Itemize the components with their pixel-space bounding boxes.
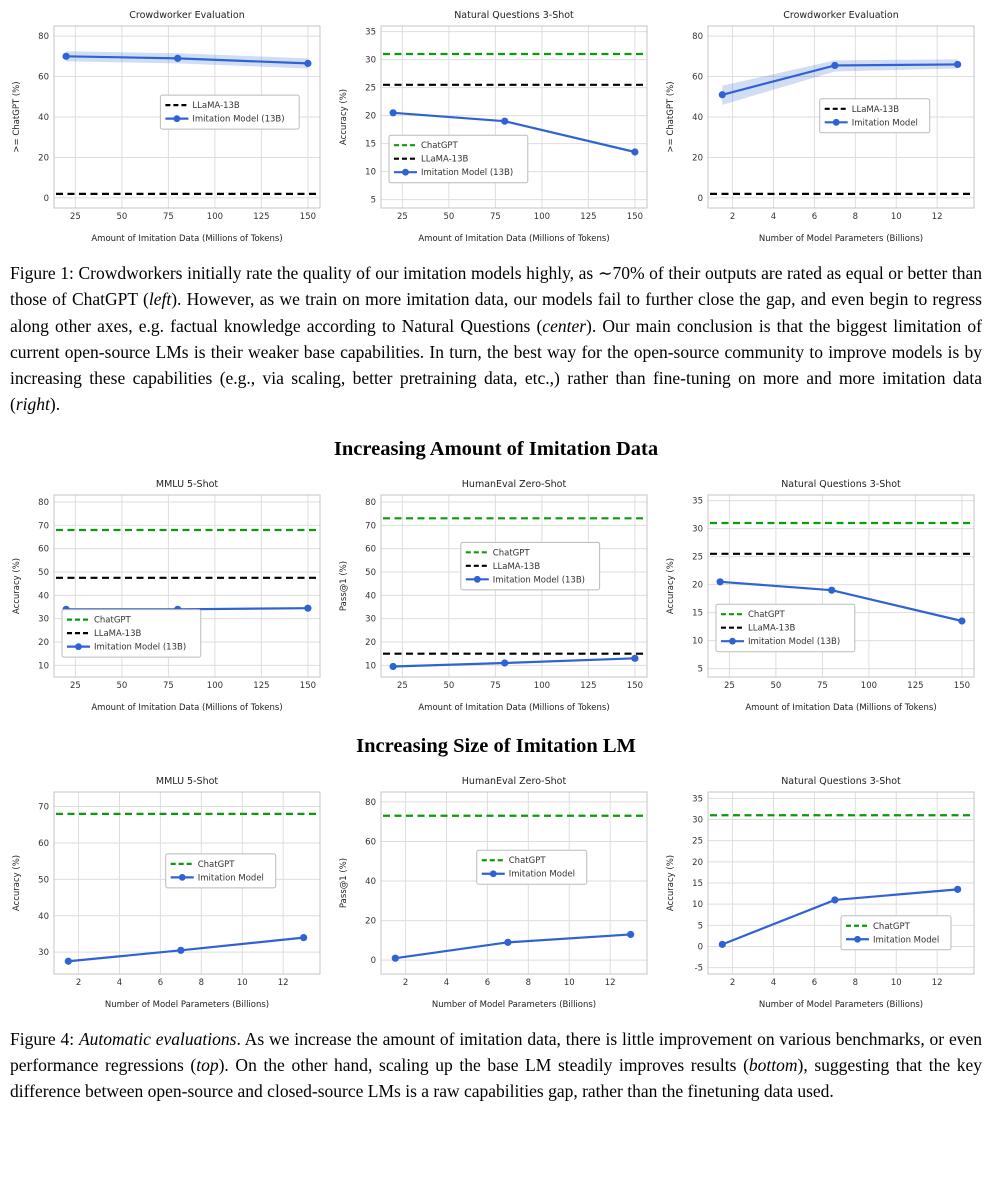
svg-text:10: 10 <box>38 660 49 671</box>
svg-text:100: 100 <box>206 680 224 691</box>
svg-text:80: 80 <box>365 797 376 808</box>
svg-text:30: 30 <box>365 55 376 66</box>
svg-text:35: 35 <box>365 27 376 38</box>
svg-text:50: 50 <box>116 680 128 691</box>
svg-text:12: 12 <box>604 977 616 988</box>
svg-text:50: 50 <box>38 567 49 578</box>
svg-text:Pass@1 (%): Pass@1 (%) <box>339 857 349 908</box>
svg-text:20: 20 <box>692 153 703 164</box>
svg-text:LLaMA-13B: LLaMA-13B <box>420 154 469 165</box>
svg-text:150: 150 <box>953 680 971 691</box>
svg-text:Amount of Imitation Data (Mill: Amount of Imitation Data (Millions of Tokens) <box>91 702 283 713</box>
svg-text:50: 50 <box>38 874 49 885</box>
figure1-caption: Figure 1: Crowdworkers initially rate the quality of our imitation models highly, as ∼70% of their outputs are rated as equal or better than those of ChatGPT (left). However, as we train on more imitation data, our models fail to further close the gap, and even begin to regress along other axes, e.g. factual knowledge according to Natural Questions (center). Our main conclusion is that the biggest limitation of current open-source LMs is their weaker base capabilities. In turn, the best way for the open-source community to improve models is by increasing these capabilities (e.g., via scaling, better pretraining data, etc.,) rather than fine-tuning on more and more imitation data (right). <box>10 263 983 415</box>
svg-text:2: 2 <box>75 977 82 988</box>
svg-text:Accuracy (%): Accuracy (%) <box>12 854 22 911</box>
svg-text:ChatGPT: ChatGPT <box>492 547 530 558</box>
svg-text:Imitation Model: Imitation Model <box>873 934 940 945</box>
svg-text:125: 125 <box>907 680 924 691</box>
svg-text:15: 15 <box>692 878 703 889</box>
svg-text:150: 150 <box>299 680 317 691</box>
svg-text:Natural Questions 3-Shot: Natural Questions 3-Shot <box>781 478 901 490</box>
svg-text:Crowdworker Evaluation: Crowdworker Evaluation <box>783 10 899 21</box>
svg-text:Crowdworker Evaluation: Crowdworker Evaluation <box>129 10 245 21</box>
svg-text:25: 25 <box>69 212 81 222</box>
svg-text:100: 100 <box>533 212 551 222</box>
svg-text:8: 8 <box>852 212 859 222</box>
svg-text:50: 50 <box>443 680 455 691</box>
svg-text:150: 150 <box>626 212 644 222</box>
svg-text:HumanEval Zero-Shot: HumanEval Zero-Shot <box>461 775 567 787</box>
svg-text:6: 6 <box>484 977 491 988</box>
svg-text:10: 10 <box>890 212 902 222</box>
svg-text:125: 125 <box>253 212 270 222</box>
svg-text:50: 50 <box>116 212 128 222</box>
svg-text:Pass@1 (%): Pass@1 (%) <box>339 560 349 611</box>
svg-text:Imitation Model (13B): Imitation Model (13B) <box>420 168 514 179</box>
svg-text:100: 100 <box>860 680 878 691</box>
svg-text:25: 25 <box>723 680 735 691</box>
figure1-chart-row <box>8 6 984 246</box>
svg-text:150: 150 <box>299 212 317 222</box>
svg-text:40: 40 <box>38 590 49 601</box>
svg-text:20: 20 <box>38 637 49 648</box>
svg-text:Number of Model Parameters (Bi: Number of Model Parameters (Billions) <box>431 999 597 1010</box>
svg-text:60: 60 <box>365 544 376 555</box>
svg-text:4: 4 <box>443 977 450 988</box>
chart-humaneval-tokens <box>335 475 657 715</box>
svg-text:60: 60 <box>38 72 49 83</box>
svg-text:4: 4 <box>770 977 777 988</box>
svg-text:Natural Questions 3-Shot: Natural Questions 3-Shot <box>454 10 574 21</box>
svg-text:100: 100 <box>533 680 551 691</box>
svg-text:4: 4 <box>770 212 777 222</box>
svg-text:Number of Model Parameters (Bi: Number of Model Parameters (Billions) <box>758 234 924 244</box>
svg-text:LLaMA-13B: LLaMA-13B <box>747 623 796 634</box>
svg-text:50: 50 <box>443 212 455 222</box>
svg-text:5: 5 <box>697 920 703 931</box>
svg-text:6: 6 <box>157 977 164 988</box>
svg-text:20: 20 <box>38 153 49 164</box>
svg-text:10: 10 <box>563 977 575 988</box>
svg-text:MMLU 5-Shot: MMLU 5-Shot <box>155 478 219 490</box>
svg-text:35: 35 <box>692 496 703 507</box>
svg-text:150: 150 <box>626 680 644 691</box>
svg-text:40: 40 <box>365 876 376 887</box>
svg-text:Natural Questions 3-Shot: Natural Questions 3-Shot <box>781 775 901 787</box>
svg-text:Accuracy (%): Accuracy (%) <box>12 557 22 614</box>
svg-text:>= ChatGPT (%): >= ChatGPT (%) <box>12 81 22 153</box>
svg-text:40: 40 <box>692 113 703 123</box>
svg-text:2: 2 <box>402 977 409 988</box>
svg-text:Imitation Model: Imitation Model <box>508 869 575 880</box>
svg-text:Amount of Imitation Data (Mill: Amount of Imitation Data (Millions of Tokens) <box>418 234 610 244</box>
svg-text:25: 25 <box>692 836 703 847</box>
svg-text:20: 20 <box>692 857 703 868</box>
figure4-bottom-chart-row <box>8 772 984 1012</box>
svg-text:LLaMA-13B: LLaMA-13B <box>851 104 900 115</box>
svg-text:Amount of Imitation Data (Mill: Amount of Imitation Data (Millions of Tokens) <box>91 234 283 244</box>
chart-mmlu-tokens <box>8 475 330 715</box>
heading-increasing-size-of-imitation-lm: Increasing Size of Imitation LM <box>356 734 636 757</box>
svg-text:Number of Model Parameters (Bi: Number of Model Parameters (Billions) <box>758 999 924 1010</box>
svg-text:Accuracy (%): Accuracy (%) <box>666 854 676 911</box>
svg-text:30: 30 <box>692 815 703 826</box>
svg-text:25: 25 <box>365 83 376 94</box>
svg-text:12: 12 <box>931 212 943 222</box>
svg-text:Imitation Model (13B): Imitation Model (13B) <box>93 642 187 653</box>
svg-text:Accuracy (%): Accuracy (%) <box>339 88 349 146</box>
svg-text:25: 25 <box>692 552 703 563</box>
svg-text:Imitation Model (13B): Imitation Model (13B) <box>747 636 841 647</box>
svg-text:125: 125 <box>580 212 597 222</box>
chart-humaneval-params <box>335 772 657 1012</box>
svg-text:8: 8 <box>852 977 859 988</box>
svg-text:35: 35 <box>692 793 703 804</box>
svg-text:-5: -5 <box>694 963 703 974</box>
svg-text:20: 20 <box>365 637 376 648</box>
svg-text:2: 2 <box>729 212 736 222</box>
svg-text:40: 40 <box>365 590 376 601</box>
figure4-top-chart-row <box>8 475 984 715</box>
svg-text:Accuracy (%): Accuracy (%) <box>666 557 676 614</box>
svg-text:Imitation Model: Imitation Model <box>851 118 918 129</box>
svg-text:5: 5 <box>697 664 703 675</box>
svg-text:8: 8 <box>198 977 205 988</box>
svg-text:125: 125 <box>253 680 270 691</box>
svg-text:80: 80 <box>365 497 376 508</box>
svg-text:10: 10 <box>692 899 703 910</box>
svg-text:0: 0 <box>43 193 49 204</box>
svg-text:60: 60 <box>38 838 49 849</box>
svg-text:4: 4 <box>116 977 123 988</box>
svg-text:8: 8 <box>525 977 532 988</box>
svg-text:100: 100 <box>206 212 224 222</box>
svg-text:MMLU 5-Shot: MMLU 5-Shot <box>155 775 219 787</box>
svg-text:LLaMA-13B: LLaMA-13B <box>93 628 142 639</box>
svg-text:12: 12 <box>931 977 943 988</box>
svg-text:25: 25 <box>396 680 408 691</box>
chart-natural-questions-tokens-fig1 <box>335 6 657 246</box>
svg-text:30: 30 <box>692 524 703 535</box>
svg-text:10: 10 <box>236 977 248 988</box>
svg-text:60: 60 <box>38 544 49 555</box>
svg-text:LLaMA-13B: LLaMA-13B <box>492 561 541 572</box>
svg-text:ChatGPT: ChatGPT <box>420 141 458 152</box>
svg-text:80: 80 <box>692 32 703 43</box>
svg-text:ChatGPT: ChatGPT <box>873 921 910 932</box>
svg-text:40: 40 <box>38 911 49 922</box>
svg-text:12: 12 <box>277 977 289 988</box>
svg-text:>= ChatGPT (%): >= ChatGPT (%) <box>666 81 676 153</box>
svg-text:50: 50 <box>365 567 376 578</box>
svg-text:Imitation Model (13B): Imitation Model (13B) <box>192 114 285 125</box>
svg-text:2: 2 <box>729 977 736 988</box>
figure4-caption: Figure 4: Automatic evaluations. As we increase the amount of imitation data, there is little improvement on various benchmarks, or even performance regressions (top). On the other hand, scaling up the base LM steadily improves results (bottom), suggesting that the key difference between open-source and closed-source LMs is a raw capabilities gap, rather than the finetuning data used. <box>10 1028 982 1101</box>
chart-crowdworker-eval-tokens <box>8 6 330 246</box>
svg-text:75: 75 <box>162 680 174 691</box>
svg-text:Imitation Model (13B): Imitation Model (13B) <box>492 574 585 585</box>
svg-text:ChatGPT: ChatGPT <box>93 615 131 626</box>
svg-text:25: 25 <box>396 212 408 222</box>
svg-text:Number of Model Parameters (Bi: Number of Model Parameters (Billions) <box>104 999 270 1010</box>
svg-text:75: 75 <box>489 680 501 691</box>
chart-natural-questions-tokens-fig4 <box>662 475 984 715</box>
svg-text:70: 70 <box>38 802 49 813</box>
svg-text:25: 25 <box>69 680 81 691</box>
svg-text:Amount of Imitation Data (Mill: Amount of Imitation Data (Millions of Tokens) <box>418 702 610 713</box>
svg-text:20: 20 <box>692 580 703 591</box>
svg-text:70: 70 <box>365 520 376 531</box>
svg-text:60: 60 <box>692 72 703 83</box>
svg-text:LLaMA-13B: LLaMA-13B <box>192 101 240 112</box>
svg-text:6: 6 <box>811 212 818 222</box>
svg-text:80: 80 <box>38 497 49 508</box>
svg-text:6: 6 <box>811 977 818 988</box>
svg-text:40: 40 <box>38 113 49 123</box>
svg-text:5: 5 <box>370 195 376 206</box>
svg-text:60: 60 <box>365 836 376 847</box>
svg-text:15: 15 <box>692 608 703 619</box>
chart-crowdworker-eval-params <box>662 6 984 246</box>
chart-natural-questions-params <box>662 772 984 1012</box>
svg-text:10: 10 <box>890 977 902 988</box>
svg-text:Imitation Model: Imitation Model <box>197 872 264 883</box>
svg-text:75: 75 <box>162 212 174 222</box>
heading-increasing-amount-of-imitation-data: Increasing Amount of Imitation Data <box>333 437 659 460</box>
svg-text:75: 75 <box>816 680 828 691</box>
svg-text:80: 80 <box>38 32 49 43</box>
svg-text:0: 0 <box>697 193 703 204</box>
svg-text:125: 125 <box>580 680 597 691</box>
svg-text:0: 0 <box>370 955 376 966</box>
svg-text:20: 20 <box>365 916 376 927</box>
svg-text:75: 75 <box>489 212 501 222</box>
svg-text:0: 0 <box>697 941 703 952</box>
svg-text:20: 20 <box>365 111 376 122</box>
svg-text:15: 15 <box>365 139 376 150</box>
svg-text:ChatGPT: ChatGPT <box>747 609 785 620</box>
svg-text:50: 50 <box>770 680 782 691</box>
svg-text:ChatGPT: ChatGPT <box>508 855 546 866</box>
svg-text:HumanEval Zero-Shot: HumanEval Zero-Shot <box>461 478 567 490</box>
svg-text:10: 10 <box>365 167 376 178</box>
svg-text:70: 70 <box>38 520 49 531</box>
chart-mmlu-params <box>8 772 330 1012</box>
svg-text:30: 30 <box>38 614 49 625</box>
svg-text:Amount of Imitation Data (Mill: Amount of Imitation Data (Millions of Tokens) <box>745 702 937 713</box>
svg-text:ChatGPT: ChatGPT <box>197 859 235 870</box>
svg-text:30: 30 <box>365 614 376 625</box>
svg-text:30: 30 <box>38 947 49 958</box>
svg-text:10: 10 <box>365 660 376 671</box>
svg-text:10: 10 <box>692 636 703 647</box>
